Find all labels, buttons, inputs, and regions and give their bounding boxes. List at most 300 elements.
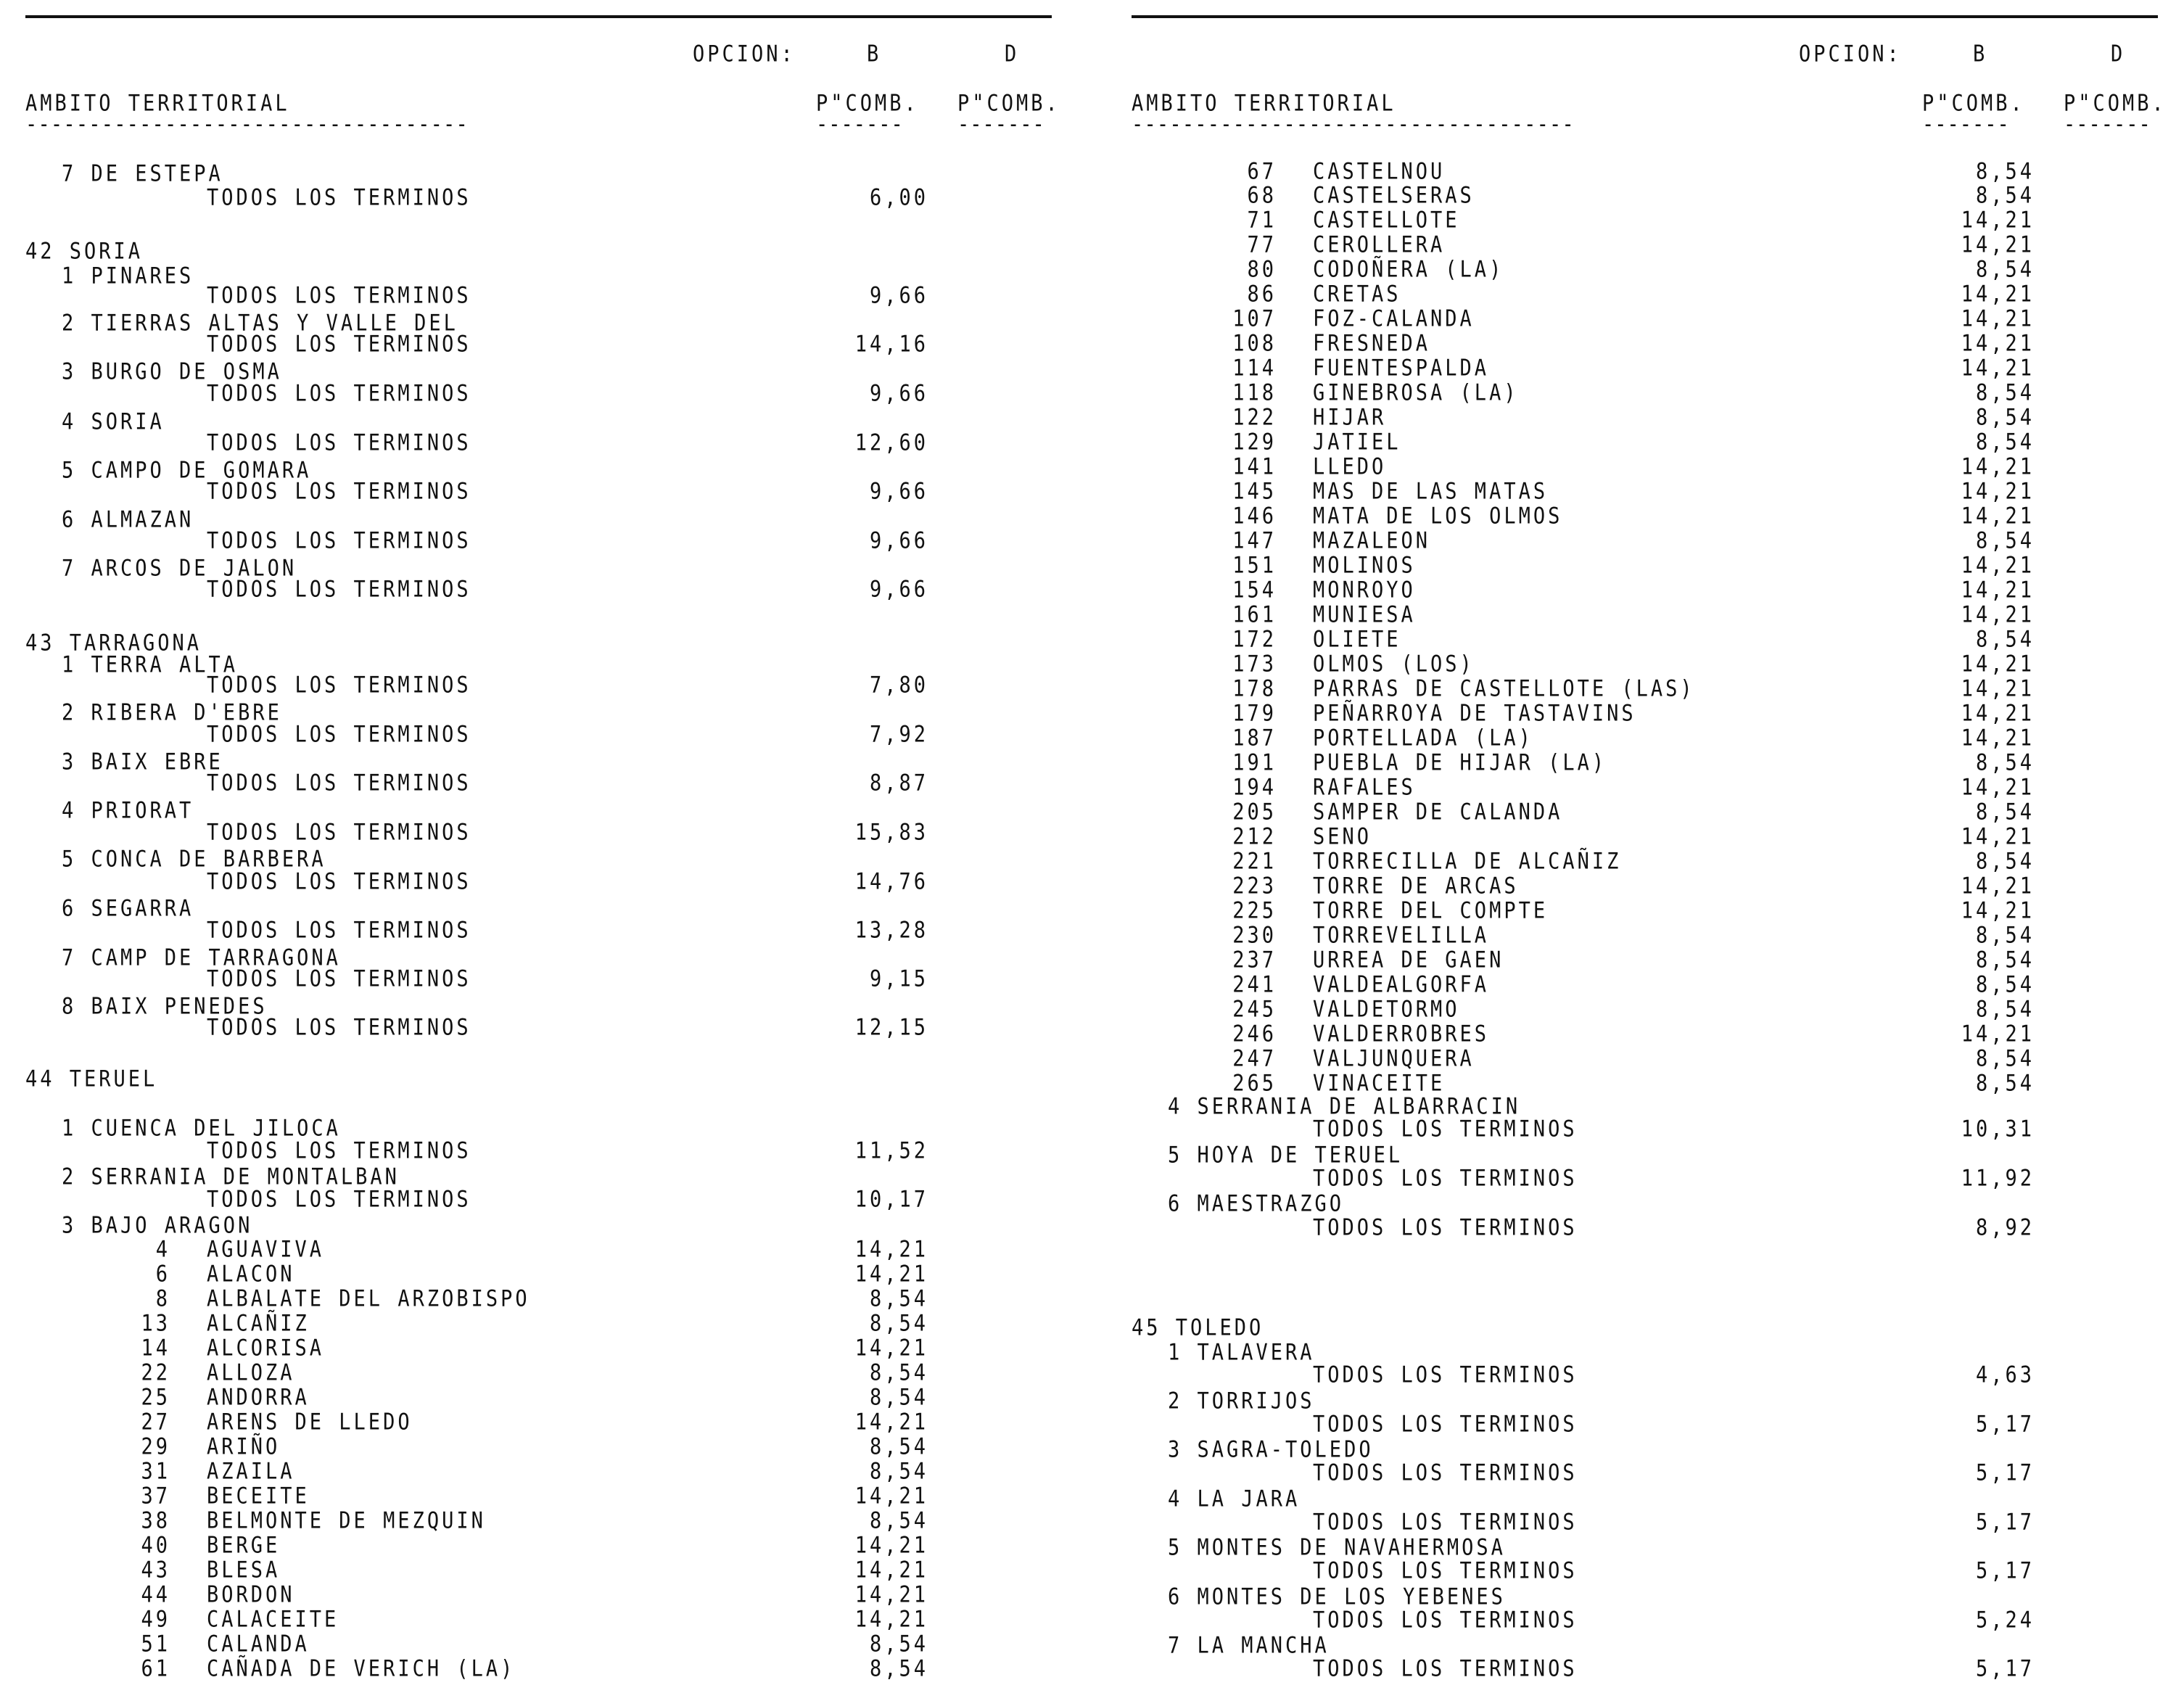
price-option-b: 9,15 xyxy=(869,965,928,992)
ambito-underline: ----------------------------------- xyxy=(1132,111,1575,138)
municipio-code: 71 xyxy=(1247,207,1277,234)
comarca-label: 7 ARCOS DE JALON xyxy=(62,555,297,582)
municipio-code: 147 xyxy=(1232,527,1277,554)
municipio-label: MUNIESA xyxy=(1313,601,1416,628)
municipio-code: 31 xyxy=(141,1458,170,1485)
price-option-b: 8,54 xyxy=(1975,971,2035,998)
comarca-label: 3 SAGRA-TOLEDO xyxy=(1168,1436,1374,1463)
price-option-b: 14,21 xyxy=(1961,330,2035,357)
municipio-row xyxy=(1132,184,2169,208)
municipio-row xyxy=(1132,899,2169,923)
municipio-code: 44 xyxy=(141,1581,170,1608)
col-d-underline: ------- xyxy=(957,111,1045,138)
left-column xyxy=(25,0,1063,1701)
todos-row xyxy=(1132,1412,2169,1437)
price-option-b: 8,54 xyxy=(1975,749,2035,776)
price-option-b: 14,21 xyxy=(854,1261,928,1288)
municipio-label: ARIÑO xyxy=(207,1433,281,1460)
municipio-row xyxy=(25,1632,1063,1657)
comarca-label: 4 SERRANIA DE ALBARRACIN xyxy=(1168,1093,1521,1120)
todos-row xyxy=(1132,1216,2169,1240)
price-option-b: 14,21 xyxy=(1961,478,2035,505)
price-option-b: 8,54 xyxy=(1975,1070,2035,1097)
todos-label: TODOS LOS TERMINOS xyxy=(207,965,471,992)
price-option-b: 6,00 xyxy=(869,184,928,211)
municipio-label: VALDEALGORFA xyxy=(1313,971,1490,998)
price-option-b: 14,21 xyxy=(1961,897,2035,924)
comarca-label: 1 CUENCA DEL JILOCA xyxy=(62,1115,341,1142)
option-d-label: D xyxy=(1005,41,1020,67)
municipio-code: 205 xyxy=(1232,799,1277,825)
todos-row xyxy=(25,820,1063,845)
price-option-b: 14,76 xyxy=(854,868,928,895)
option-d-label: D xyxy=(2111,41,2126,67)
municipio-row xyxy=(1132,455,2169,479)
municipio-code: 61 xyxy=(141,1655,170,1682)
municipio-code: 179 xyxy=(1232,700,1277,727)
comarca-label: 1 TERRA ALTA xyxy=(62,651,239,678)
price-option-b: 14,21 xyxy=(1961,675,2035,702)
municipio-code: 107 xyxy=(1232,305,1277,332)
municipio-code: 223 xyxy=(1232,873,1277,899)
price-option-b: 8,54 xyxy=(1975,799,2035,825)
todos-label: TODOS LOS TERMINOS xyxy=(207,429,471,456)
todos-label: TODOS LOS TERMINOS xyxy=(1313,1214,1578,1241)
municipio-row xyxy=(25,1459,1063,1484)
municipio-row xyxy=(1132,578,2169,603)
municipio-row xyxy=(1132,677,2169,701)
price-option-b: 14,21 xyxy=(1961,305,2035,332)
comarca-label: 1 TALAVERA xyxy=(1168,1339,1315,1366)
municipio-code: 187 xyxy=(1232,725,1277,751)
ambito-territorial-header: AMBITO TERRITORIAL xyxy=(1132,90,1396,117)
municipio-row xyxy=(25,1607,1063,1632)
price-option-b: 7,92 xyxy=(869,721,928,748)
comarca-label: 2 TORRIJOS xyxy=(1168,1388,1315,1414)
municipio-row xyxy=(1132,233,2169,258)
provincia-label: 43 TARRAGONA xyxy=(25,630,202,656)
price-option-b: 11,92 xyxy=(1961,1165,2035,1192)
municipio-label: AZAILA xyxy=(207,1458,295,1485)
municipio-code: 29 xyxy=(141,1433,170,1460)
municipio-label: SAMPER DE CALANDA xyxy=(1313,799,1563,825)
price-option-b: 14,21 xyxy=(854,1483,928,1510)
ambito-territorial-header: AMBITO TERRITORIAL xyxy=(25,90,290,117)
price-option-b: 5,17 xyxy=(1975,1459,2035,1486)
comarca-label: 2 TIERRAS ALTAS Y VALLE DEL xyxy=(62,310,458,337)
comarca-row xyxy=(1132,1536,2169,1560)
comarca-row xyxy=(25,1214,1063,1238)
comarca-label: 4 SORIA xyxy=(62,408,165,435)
municipio-label: PEÑARROYA DE TASTAVINS xyxy=(1313,700,1636,727)
provincia-row xyxy=(25,239,1063,264)
todos-label: TODOS LOS TERMINOS xyxy=(207,819,471,846)
municipio-code: 245 xyxy=(1232,996,1277,1023)
price-option-b: 14,21 xyxy=(1961,207,2035,234)
todos-row xyxy=(1132,1166,2169,1191)
price-option-b: 8,54 xyxy=(1975,256,2035,283)
opcion-label: OPCION: xyxy=(693,41,796,67)
price-option-b: 8,54 xyxy=(1975,996,2035,1023)
todos-label: TODOS LOS TERMINOS xyxy=(207,1186,471,1213)
todos-row xyxy=(25,382,1063,406)
provincia-label: 44 TERUEL xyxy=(25,1066,158,1092)
municipio-row xyxy=(1132,307,2169,331)
todos-row xyxy=(25,870,1063,894)
municipio-code: 49 xyxy=(141,1606,170,1633)
municipio-label: CAÑADA DE VERICH (LA) xyxy=(207,1655,516,1682)
municipio-label: BLESA xyxy=(207,1557,281,1583)
municipio-code: 13 xyxy=(141,1310,170,1337)
option-b-label: B xyxy=(1973,41,1988,67)
price-option-b: 14,21 xyxy=(1961,651,2035,677)
price-option-b: 8,54 xyxy=(1975,379,2035,406)
municipio-row xyxy=(1132,504,2169,529)
price-option-b: 14,21 xyxy=(1961,823,2035,850)
municipio-label: VALJUNQUERA xyxy=(1313,1045,1475,1072)
price-option-b: 14,21 xyxy=(1961,503,2035,530)
price-option-b: 14,21 xyxy=(854,1606,928,1633)
todos-row xyxy=(25,332,1063,357)
comarca-label: 6 MAESTRAZGO xyxy=(1168,1190,1345,1217)
price-option-b: 14,21 xyxy=(854,1335,928,1362)
todos-row xyxy=(1132,1559,2169,1583)
municipio-row xyxy=(1132,1022,2169,1047)
comarca-row xyxy=(1132,1585,2169,1610)
price-option-b: 8,54 xyxy=(869,1433,928,1460)
price-option-b: 5,17 xyxy=(1975,1411,2035,1438)
municipio-label: PUEBLA DE HIJAR (LA) xyxy=(1313,749,1607,776)
municipio-row xyxy=(1132,751,2169,775)
municipio-code: 6 xyxy=(155,1261,170,1288)
todos-row xyxy=(1132,1657,2169,1681)
todos-label: TODOS LOS TERMINOS xyxy=(207,721,471,748)
comarca-label: 2 RIBERA D'EBRE xyxy=(62,699,282,726)
comarca-label: 1 PINARES xyxy=(62,263,194,289)
price-option-b: 14,21 xyxy=(854,1532,928,1559)
municipio-row xyxy=(1132,948,2169,973)
price-option-b: 14,21 xyxy=(1961,725,2035,751)
municipio-code: 145 xyxy=(1232,478,1277,505)
todos-label: TODOS LOS TERMINOS xyxy=(1313,1655,1578,1682)
col-b-header: P"COMB. xyxy=(816,90,919,117)
municipio-label: TORRE DEL COMPTE xyxy=(1313,897,1549,924)
price-option-b: 8,54 xyxy=(1975,626,2035,653)
municipio-row xyxy=(1132,356,2169,381)
price-option-b: 9,66 xyxy=(869,282,928,309)
municipio-label: CALANDA xyxy=(207,1631,310,1657)
municipio-label: GINEBROSA (LA) xyxy=(1313,379,1519,406)
todos-label: TODOS LOS TERMINOS xyxy=(1313,1362,1578,1388)
municipio-row xyxy=(1132,973,2169,997)
comarca-label: 5 CONCA DE BARBERA xyxy=(62,846,326,873)
price-option-b: 14,21 xyxy=(1961,700,2035,727)
price-option-b: 8,54 xyxy=(1975,922,2035,949)
todos-label: TODOS LOS TERMINOS xyxy=(207,672,471,699)
comarca-row xyxy=(25,162,1063,186)
todos-row xyxy=(25,771,1063,796)
price-option-b: 8,54 xyxy=(869,1285,928,1312)
todos-row xyxy=(1132,1608,2169,1633)
todos-label: TODOS LOS TERMINOS xyxy=(207,331,471,358)
municipio-code: 80 xyxy=(1247,256,1277,283)
comarca-row xyxy=(1132,1389,2169,1414)
price-option-b: 8,54 xyxy=(1975,527,2035,554)
municipio-code: 154 xyxy=(1232,577,1277,604)
todos-row xyxy=(25,1016,1063,1040)
price-option-b: 8,54 xyxy=(869,1310,928,1337)
municipio-label: MAS DE LAS MATAS xyxy=(1313,478,1549,505)
municipio-row xyxy=(1132,208,2169,233)
municipio-label: FOZ-CALANDA xyxy=(1313,305,1475,332)
municipio-row xyxy=(25,1484,1063,1509)
todos-row xyxy=(25,1139,1063,1163)
col-b-underline: ------- xyxy=(1922,111,2010,138)
todos-label: TODOS LOS TERMINOS xyxy=(207,527,471,554)
municipio-label: URREA DE GAEN xyxy=(1313,947,1504,973)
col-b-header: P"COMB. xyxy=(1922,90,2025,117)
municipio-row xyxy=(25,1583,1063,1607)
municipio-code: 37 xyxy=(141,1483,170,1510)
price-option-b: 10,31 xyxy=(1961,1116,2035,1142)
comarca-label: 5 MONTES DE NAVAHERMOSA xyxy=(1168,1534,1506,1561)
municipio-code: 129 xyxy=(1232,429,1277,456)
price-option-b: 14,21 xyxy=(1961,774,2035,801)
col-d-underline: ------- xyxy=(2064,111,2151,138)
price-option-b: 8,87 xyxy=(869,770,928,796)
municipio-label: CASTELSERAS xyxy=(1313,182,1475,209)
municipio-row xyxy=(1132,874,2169,899)
todos-label: TODOS LOS TERMINOS xyxy=(207,770,471,796)
price-option-b: 14,21 xyxy=(1961,577,2035,604)
price-option-b: 12,15 xyxy=(854,1014,928,1041)
top-rule xyxy=(1132,15,2158,18)
municipio-row xyxy=(25,1657,1063,1681)
municipio-row xyxy=(1132,726,2169,751)
municipio-label: CASTELLOTE xyxy=(1313,207,1460,234)
municipio-code: 141 xyxy=(1232,453,1277,480)
price-option-b: 8,54 xyxy=(1975,404,2035,431)
ambito-underline: ----------------------------------- xyxy=(25,111,469,138)
municipio-code: 225 xyxy=(1232,897,1277,924)
municipio-code: 172 xyxy=(1232,626,1277,653)
comarca-label: 3 BURGO DE OSMA xyxy=(62,358,282,385)
comarca-row xyxy=(1132,1192,2169,1216)
price-option-b: 8,54 xyxy=(869,1384,928,1411)
todos-row xyxy=(1132,1461,2169,1486)
municipio-label: LLEDO xyxy=(1313,453,1387,480)
municipio-row xyxy=(25,1287,1063,1311)
municipio-code: 247 xyxy=(1232,1045,1277,1072)
comarca-label: 5 HOYA DE TERUEL xyxy=(1168,1142,1404,1169)
municipio-label: VINACEITE xyxy=(1313,1070,1446,1097)
municipio-code: 114 xyxy=(1232,355,1277,382)
comarca-label: 4 PRIORAT xyxy=(62,797,194,824)
todos-label: TODOS LOS TERMINOS xyxy=(207,380,471,407)
municipio-label: OLMOS (LOS) xyxy=(1313,651,1475,677)
municipio-code: 14 xyxy=(141,1335,170,1362)
price-option-b: 8,54 xyxy=(869,1458,928,1485)
municipio-code: 237 xyxy=(1232,947,1277,973)
municipio-row xyxy=(25,1435,1063,1459)
municipio-label: CALACEITE xyxy=(207,1606,339,1633)
todos-label: TODOS LOS TERMINOS xyxy=(1313,1557,1578,1584)
municipio-label: ARENS DE LLEDO xyxy=(207,1409,413,1436)
col-d-header: P"COMB. xyxy=(957,90,1060,117)
comarca-label: 6 ALMAZAN xyxy=(62,506,194,533)
municipio-row xyxy=(1132,529,2169,553)
municipio-row xyxy=(25,1410,1063,1435)
municipio-code: 68 xyxy=(1247,182,1277,209)
comarca-label: 2 SERRANIA DE MONTALBAN xyxy=(62,1163,400,1190)
municipio-code: 194 xyxy=(1232,774,1277,801)
municipio-row xyxy=(25,1385,1063,1410)
municipio-label: JATIEL xyxy=(1313,429,1401,456)
municipio-label: ALCORISA xyxy=(207,1335,325,1362)
price-option-b: 14,21 xyxy=(1961,453,2035,480)
municipio-row xyxy=(1132,405,2169,430)
todos-row xyxy=(25,967,1063,992)
comarca-label: 3 BAJO ARAGON xyxy=(62,1212,253,1239)
option-b-label: B xyxy=(867,41,882,67)
municipio-label: PARRAS DE CASTELLOTE (LAS) xyxy=(1313,675,1695,702)
price-option-b: 14,16 xyxy=(854,331,928,358)
municipio-code: 230 xyxy=(1232,922,1277,949)
price-option-b: 14,21 xyxy=(854,1236,928,1263)
comarca-row xyxy=(1132,1487,2169,1512)
todos-label: TODOS LOS TERMINOS xyxy=(207,576,471,603)
price-option-b: 8,54 xyxy=(869,1359,928,1386)
municipio-label: CASTELNOU xyxy=(1313,158,1446,185)
municipio-code: 146 xyxy=(1232,503,1277,530)
todos-label: TODOS LOS TERMINOS xyxy=(207,478,471,505)
municipio-row xyxy=(1132,923,2169,948)
todos-row xyxy=(25,431,1063,456)
municipio-code: 122 xyxy=(1232,404,1277,431)
municipio-label: ALACON xyxy=(207,1261,295,1288)
municipio-code: 246 xyxy=(1232,1021,1277,1047)
price-option-b: 10,17 xyxy=(854,1186,928,1213)
municipio-code: 178 xyxy=(1232,675,1277,702)
todos-row xyxy=(25,529,1063,553)
municipio-label: MATA DE LOS OLMOS xyxy=(1313,503,1563,530)
municipio-code: 241 xyxy=(1232,971,1277,998)
todos-label: TODOS LOS TERMINOS xyxy=(1313,1459,1578,1486)
municipio-row xyxy=(1132,331,2169,356)
municipio-code: 25 xyxy=(141,1384,170,1411)
col-b-underline: ------- xyxy=(816,111,904,138)
price-option-b: 14,21 xyxy=(854,1557,928,1583)
todos-row xyxy=(25,479,1063,504)
price-option-b: 9,66 xyxy=(869,576,928,603)
municipio-code: 4 xyxy=(155,1236,170,1263)
municipio-row xyxy=(1132,603,2169,627)
municipio-label: BERGE xyxy=(207,1532,281,1559)
municipio-code: 40 xyxy=(141,1532,170,1559)
municipio-label: TORRECILLA DE ALCAÑIZ xyxy=(1313,848,1622,875)
price-option-b: 5,17 xyxy=(1975,1557,2035,1584)
price-option-b: 8,54 xyxy=(1975,947,2035,973)
todos-row xyxy=(25,577,1063,602)
price-option-b: 8,54 xyxy=(1975,429,2035,456)
municipio-code: 38 xyxy=(141,1507,170,1534)
municipio-label: TORREVELILLA xyxy=(1313,922,1490,949)
municipio-code: 161 xyxy=(1232,601,1277,628)
municipio-label: ALBALATE DEL ARZOBISPO xyxy=(207,1285,530,1312)
municipio-row xyxy=(1132,282,2169,307)
price-option-b: 4,63 xyxy=(1975,1362,2035,1388)
price-option-b: 14,21 xyxy=(1961,873,2035,899)
municipio-label: BECEITE xyxy=(207,1483,310,1510)
price-option-b: 14,21 xyxy=(854,1581,928,1608)
price-option-b: 11,52 xyxy=(854,1137,928,1164)
price-option-b: 12,60 xyxy=(854,429,928,456)
municipio-label: MONROYO xyxy=(1313,577,1416,604)
municipio-row xyxy=(25,1361,1063,1385)
todos-label: TODOS LOS TERMINOS xyxy=(1313,1116,1578,1142)
price-option-b: 8,54 xyxy=(869,1507,928,1534)
municipio-label: VALDETORMO xyxy=(1313,996,1460,1023)
price-option-b: 5,24 xyxy=(1975,1607,2035,1634)
municipio-row xyxy=(25,1533,1063,1558)
municipio-row xyxy=(1132,381,2169,405)
municipio-row xyxy=(25,1509,1063,1533)
todos-row xyxy=(25,722,1063,747)
municipio-code: 212 xyxy=(1232,823,1277,850)
municipio-label: CODOÑERA (LA) xyxy=(1313,256,1504,283)
price-option-b: 9,66 xyxy=(869,527,928,554)
municipio-row xyxy=(1132,553,2169,578)
municipio-code: 77 xyxy=(1247,231,1277,258)
comarca-label: 4 LA JARA xyxy=(1168,1486,1301,1512)
municipio-label: ALLOZA xyxy=(207,1359,295,1386)
municipio-label: SENO xyxy=(1313,823,1372,850)
todos-label: TODOS LOS TERMINOS xyxy=(1313,1165,1578,1192)
municipio-row xyxy=(1132,775,2169,800)
municipio-code: 8 xyxy=(155,1285,170,1312)
municipio-label: MOLINOS xyxy=(1313,552,1416,579)
municipio-code: 108 xyxy=(1232,330,1277,357)
municipio-row xyxy=(1132,1047,2169,1071)
price-option-b: 14,21 xyxy=(1961,1021,2035,1047)
top-rule xyxy=(25,15,1052,18)
todos-label: TODOS LOS TERMINOS xyxy=(1313,1607,1578,1634)
price-option-b: 8,54 xyxy=(869,1655,928,1682)
todos-row xyxy=(1132,1117,2169,1142)
price-option-b: 8,54 xyxy=(1975,1045,2035,1072)
municipio-code: 221 xyxy=(1232,848,1277,875)
opcion-label: OPCION: xyxy=(1799,41,1902,67)
col-d-header: P"COMB. xyxy=(2064,90,2167,117)
comarca-label: 6 MONTES DE LOS YEBENES xyxy=(1168,1583,1506,1610)
price-option-b: 15,83 xyxy=(854,819,928,846)
municipio-row xyxy=(1132,825,2169,849)
municipio-code: 265 xyxy=(1232,1070,1277,1097)
municipio-label: VALDERROBRES xyxy=(1313,1021,1490,1047)
todos-row xyxy=(25,918,1063,943)
municipio-label: HIJAR xyxy=(1313,404,1387,431)
comarca-label: 8 BAIX PENEDES xyxy=(62,993,268,1020)
comarca-label: 7 DE ESTEPA xyxy=(62,160,223,187)
municipio-label: FUENTESPALDA xyxy=(1313,355,1490,382)
municipio-label: RAFALES xyxy=(1313,774,1416,801)
todos-row xyxy=(25,284,1063,308)
municipio-code: 118 xyxy=(1232,379,1277,406)
todos-row xyxy=(1132,1510,2169,1535)
price-option-b: 5,17 xyxy=(1975,1655,2035,1682)
municipio-label: ANDORRA xyxy=(207,1384,310,1411)
municipio-row xyxy=(1132,258,2169,282)
